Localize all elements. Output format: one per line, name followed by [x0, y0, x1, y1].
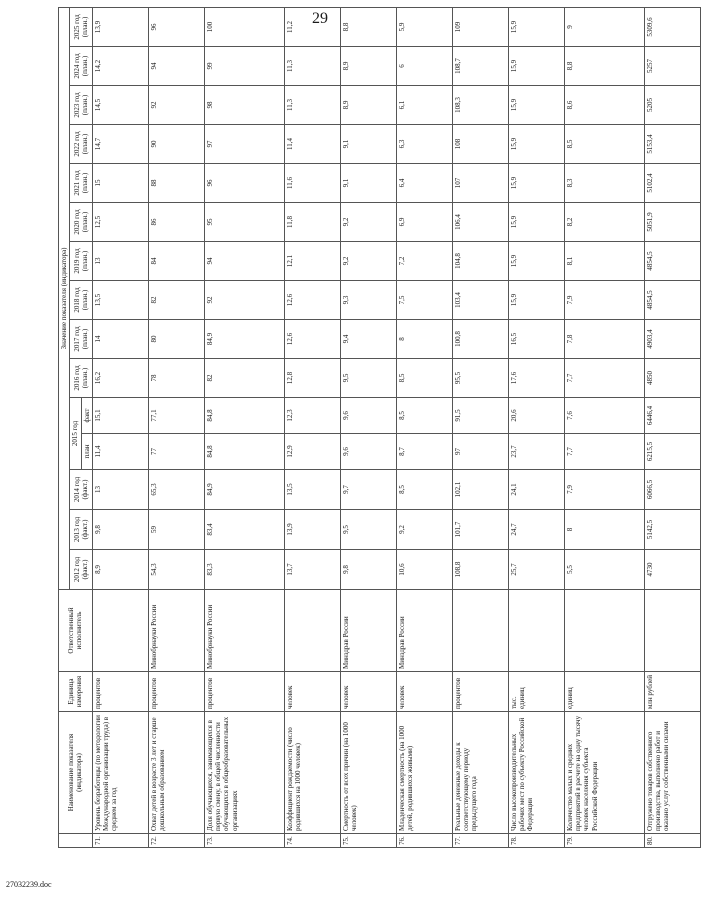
- header-year-note: (план.): [81, 55, 89, 77]
- value-cell: 80: [148, 320, 204, 359]
- unit-cell: тыс. единиц: [508, 672, 564, 712]
- value-cell: 23,7: [508, 434, 564, 470]
- value-cell: 102,1: [452, 470, 508, 510]
- unit-cell: процентов: [92, 672, 148, 712]
- header-year-label: 2014 год: [72, 476, 81, 503]
- header-year-4: [70, 359, 93, 398]
- value-cell: 17,6: [508, 359, 564, 398]
- value-cell: 9,1: [340, 125, 396, 164]
- value-cell: 13,7: [284, 550, 340, 590]
- value-cell: 12,8: [284, 359, 340, 398]
- value-cell: 15,9: [508, 203, 564, 242]
- header-year-note: (план.): [81, 328, 89, 350]
- value-cell: 15,9: [508, 7, 564, 46]
- value-cell: 84: [148, 242, 204, 281]
- unit-cell: человек: [340, 672, 396, 712]
- value-cell: 96: [204, 164, 284, 203]
- table-row: [564, 7, 644, 847]
- value-cell: 15: [92, 164, 148, 203]
- value-cell: 97: [204, 125, 284, 164]
- header-year-3: [70, 398, 81, 470]
- table-row: [92, 7, 148, 847]
- value-cell: 84,9: [204, 470, 284, 510]
- value-cell: 9,4: [340, 320, 396, 359]
- responsible-cell: Минобрнауки России: [204, 590, 284, 672]
- value-cell: 108,7: [452, 47, 508, 86]
- value-cell: 5051,9: [644, 203, 700, 242]
- indicator-name: Количество малых и средних предприятий в расчете на одну тысячу человек населения субъекта Российской Федерации: [564, 712, 644, 834]
- value-cell: 9,8: [92, 510, 148, 550]
- value-cell: 7,2: [396, 242, 452, 281]
- header-year-0: [70, 550, 93, 590]
- value-cell: 8,9: [92, 550, 148, 590]
- value-cell: 7,6: [564, 398, 644, 434]
- value-cell: 104,8: [452, 242, 508, 281]
- value-cell: 11,3: [284, 47, 340, 86]
- table-row: [204, 7, 284, 847]
- responsible-cell: [452, 590, 508, 672]
- header-year-label: 2019 год: [72, 248, 81, 274]
- header-year-5: [70, 320, 93, 359]
- value-cell: 7,8: [564, 320, 644, 359]
- value-cell: 10,6: [396, 550, 452, 590]
- value-cell: 12,3: [284, 398, 340, 434]
- value-cell: 103,4: [452, 281, 508, 320]
- value-cell: 15,9: [508, 281, 564, 320]
- header-responsible: Ответственный исполнитель: [59, 590, 93, 672]
- row-number: 77.: [452, 834, 508, 848]
- header-year-note: (план.): [81, 94, 89, 116]
- value-cell: 15,9: [508, 47, 564, 86]
- value-cell: 4903,4: [644, 320, 700, 359]
- value-cell: 83,4: [204, 510, 284, 550]
- value-cell: 77,1: [148, 398, 204, 434]
- value-cell: 84,8: [204, 434, 284, 470]
- footer-file-id: 27032239.doc: [6, 880, 52, 889]
- responsible-cell: [564, 590, 644, 672]
- indicator-name: Доля обучающихся, занимающихся в первую смену, в общей численности обучающихся в общеобразовательных организациях: [204, 712, 284, 834]
- header-year-8: [70, 203, 93, 242]
- value-cell: 14: [92, 320, 148, 359]
- value-cell: 11,8: [284, 203, 340, 242]
- row-number: 78.: [508, 834, 564, 848]
- value-cell: 4854,5: [644, 242, 700, 281]
- value-cell: 15,9: [508, 242, 564, 281]
- value-cell: 14,2: [92, 47, 148, 86]
- value-cell: 9,8: [340, 550, 396, 590]
- header-year-label: 2012 год: [72, 556, 81, 583]
- value-cell: 8,5: [396, 398, 452, 434]
- value-cell: 16,2: [92, 359, 148, 398]
- header-year-1: [70, 510, 93, 550]
- responsible-cell: [644, 590, 700, 672]
- unit-cell: процентов: [204, 672, 284, 712]
- header-year-note: (факт.): [81, 559, 89, 580]
- value-cell: 4854,5: [644, 281, 700, 320]
- header-year-note: (план.): [81, 16, 89, 38]
- responsible-cell: [92, 590, 148, 672]
- value-cell: 16,5: [508, 320, 564, 359]
- value-cell: 84,9: [204, 320, 284, 359]
- responsible-cell: Минздрав России: [340, 590, 396, 672]
- row-number: 75.: [340, 834, 396, 848]
- value-cell: 13,9: [92, 7, 148, 46]
- row-number: 73.: [204, 834, 284, 848]
- table-row: [644, 7, 700, 847]
- value-cell: 8,2: [564, 203, 644, 242]
- value-cell: 97: [452, 434, 508, 470]
- header-name: Наименование показателя (индикатора): [59, 712, 93, 834]
- value-cell: 82: [148, 281, 204, 320]
- table-row: [148, 7, 204, 847]
- value-cell: 11,4: [284, 125, 340, 164]
- value-cell: 7,7: [564, 359, 644, 398]
- header-year-2: [70, 470, 93, 510]
- value-cell: 12,6: [284, 281, 340, 320]
- value-cell: 9,2: [340, 242, 396, 281]
- header-year-12: [70, 47, 93, 86]
- value-cell: 9,6: [340, 434, 396, 470]
- header-unit: Единица измерения: [59, 672, 93, 712]
- value-cell: 13: [92, 242, 148, 281]
- value-cell: 8,3: [564, 164, 644, 203]
- header-year-label: 2015 год: [71, 420, 80, 447]
- page-number: 29: [312, 10, 328, 27]
- value-cell: 24,1: [508, 470, 564, 510]
- value-cell: 8,9: [340, 47, 396, 86]
- value-cell: 8: [564, 510, 644, 550]
- header-year-11: [70, 86, 93, 125]
- row-number: 76.: [396, 834, 452, 848]
- unit-cell: процентов: [148, 672, 204, 712]
- value-cell: 84,8: [204, 398, 284, 434]
- value-cell: 9,6: [340, 398, 396, 434]
- table-row: [508, 7, 564, 847]
- value-cell: 100,8: [452, 320, 508, 359]
- value-cell: 8: [396, 320, 452, 359]
- header-year-sub: план: [81, 434, 92, 470]
- value-cell: 6: [396, 47, 452, 86]
- header-year-label: 2017 год: [72, 326, 81, 352]
- header-year-label: 2016 год: [72, 365, 81, 391]
- unit-cell: процентов: [452, 672, 508, 712]
- value-cell: 8,5: [396, 470, 452, 510]
- value-cell: 8,5: [564, 125, 644, 164]
- value-cell: 95,5: [452, 359, 508, 398]
- value-cell: 6,1: [396, 86, 452, 125]
- value-cell: 8,6: [564, 86, 644, 125]
- value-cell: 14,5: [92, 86, 148, 125]
- header-year-label: 2013 год: [72, 516, 81, 543]
- responsible-cell: [284, 590, 340, 672]
- indicator-name: Число высокопроизводительных рабочих мест по субъекту Российской Федерации: [508, 712, 564, 834]
- value-cell: 83,3: [204, 550, 284, 590]
- value-cell: 5153,4: [644, 125, 700, 164]
- table-row: [452, 7, 508, 847]
- value-cell: 5142,5: [644, 510, 700, 550]
- value-cell: 9,2: [340, 203, 396, 242]
- value-cell: 11,2: [284, 7, 340, 46]
- value-cell: 6215,5: [644, 434, 700, 470]
- value-cell: 24,7: [508, 510, 564, 550]
- indicator-name: Смертность от всех причин (на 1000 человек): [340, 712, 396, 834]
- header-year-label: 2018 год: [72, 287, 81, 313]
- value-cell: 92: [204, 281, 284, 320]
- header-year-note: (план.): [81, 250, 89, 272]
- value-cell: 8,1: [564, 242, 644, 281]
- row-number: 74.: [284, 834, 340, 848]
- value-cell: 13: [92, 470, 148, 510]
- value-cell: 8,8: [340, 7, 396, 46]
- header-year-6: [70, 281, 93, 320]
- unit-cell: единиц: [564, 672, 644, 712]
- value-cell: 108: [452, 125, 508, 164]
- value-cell: 15,9: [508, 164, 564, 203]
- indicator-name: Отгружено товаров собственного производства, выполнено работ и оказано услуг собственными силами: [644, 712, 700, 834]
- header-year-label: 2025 год: [72, 14, 81, 40]
- row-number: 72.: [148, 834, 204, 848]
- table-row: [284, 7, 340, 847]
- value-cell: 82: [204, 359, 284, 398]
- value-cell: 9,1: [340, 164, 396, 203]
- value-cell: 6,9: [396, 203, 452, 242]
- responsible-cell: Минздрав России: [396, 590, 452, 672]
- indicator-name: Младенческая смертность (на 1000 детей, родившихся живыми): [396, 712, 452, 834]
- value-cell: 13,5: [284, 470, 340, 510]
- value-cell: 5205: [644, 86, 700, 125]
- value-cell: 7,9: [564, 281, 644, 320]
- value-cell: 5309,6: [644, 7, 700, 46]
- value-cell: 106,4: [452, 203, 508, 242]
- header-year-label: 2023 год: [72, 92, 81, 118]
- table-body: [92, 7, 700, 847]
- table-row: [396, 7, 452, 847]
- indicators-table: [58, 7, 701, 848]
- value-cell: 5102,4: [644, 164, 700, 203]
- value-cell: 25,7: [508, 550, 564, 590]
- responsible-cell: [508, 590, 564, 672]
- value-cell: 9,3: [340, 281, 396, 320]
- value-cell: 14,7: [92, 125, 148, 164]
- unit-cell: млн рублей: [644, 672, 700, 712]
- value-cell: 99: [204, 47, 284, 86]
- indicator-name: Реальные денежные доходы к соответствующему периоду предыдущего года: [452, 712, 508, 834]
- header-year-note: (план.): [81, 289, 89, 311]
- rotated-table-container: [58, 8, 671, 848]
- header-year-note: (факт.): [81, 519, 89, 540]
- value-cell: 98: [204, 86, 284, 125]
- value-cell: 15,9: [508, 86, 564, 125]
- indicator-name: Охват детей в возрасте 3 лет и старше дошкольным образованием: [148, 712, 204, 834]
- value-cell: 15,9: [508, 125, 564, 164]
- value-cell: 13,5: [92, 281, 148, 320]
- value-cell: 12,6: [284, 320, 340, 359]
- row-number: 71.: [92, 834, 148, 848]
- value-cell: 9,2: [396, 510, 452, 550]
- value-cell: 109: [452, 7, 508, 46]
- value-cell: 95: [204, 203, 284, 242]
- value-cell: 12,9: [284, 434, 340, 470]
- value-cell: 8,7: [396, 434, 452, 470]
- header-year-sub: факт: [81, 398, 92, 434]
- value-cell: 108,3: [452, 86, 508, 125]
- value-cell: 92: [148, 86, 204, 125]
- value-cell: 94: [148, 47, 204, 86]
- indicator-name: Уровень безработицы (по методологии Международной организации труда) в среднем за год: [92, 712, 148, 834]
- value-cell: 6446,4: [644, 398, 700, 434]
- value-cell: 9: [564, 7, 644, 46]
- value-cell: 108,8: [452, 550, 508, 590]
- header-year-note: (план.): [81, 133, 89, 155]
- value-cell: 8,9: [340, 86, 396, 125]
- value-cell: 5257: [644, 47, 700, 86]
- value-cell: 20,6: [508, 398, 564, 434]
- value-cell: 65,3: [148, 470, 204, 510]
- value-cell: 6,3: [396, 125, 452, 164]
- value-cell: 4730: [644, 550, 700, 590]
- header-year-label: 2021 год: [72, 170, 81, 196]
- value-cell: 94: [204, 242, 284, 281]
- value-cell: 101,7: [452, 510, 508, 550]
- header-number-col: [59, 834, 93, 848]
- value-cell: 78: [148, 359, 204, 398]
- header-year-label: 2024 год: [72, 53, 81, 79]
- value-cell: 7,9: [564, 470, 644, 510]
- value-cell: 12,1: [284, 242, 340, 281]
- table-header: [59, 7, 93, 847]
- value-cell: 6066,5: [644, 470, 700, 510]
- value-cell: 13,9: [284, 510, 340, 550]
- value-cell: 7,7: [564, 434, 644, 470]
- value-cell: 107: [452, 164, 508, 203]
- value-cell: 96: [148, 7, 204, 46]
- unit-cell: человек: [284, 672, 340, 712]
- header-year-note: (план.): [81, 367, 89, 389]
- value-cell: 15,1: [92, 398, 148, 434]
- header-value-group: Значение показателя (индикатора): [59, 7, 70, 589]
- value-cell: 86: [148, 203, 204, 242]
- header-year-label: 2020 год: [72, 209, 81, 235]
- header-year-label: 2022 год: [72, 131, 81, 157]
- value-cell: 11,4: [92, 434, 148, 470]
- value-cell: 88: [148, 164, 204, 203]
- row-number: 79.: [564, 834, 644, 848]
- table-row: [340, 7, 396, 847]
- value-cell: 54,3: [148, 550, 204, 590]
- value-cell: 5,5: [564, 550, 644, 590]
- value-cell: 7,5: [396, 281, 452, 320]
- value-cell: 6,4: [396, 164, 452, 203]
- value-cell: 77: [148, 434, 204, 470]
- value-cell: 8,5: [396, 359, 452, 398]
- value-cell: 12,5: [92, 203, 148, 242]
- value-cell: 8,8: [564, 47, 644, 86]
- responsible-cell: Минобрнауки России: [148, 590, 204, 672]
- header-year-note: (план.): [81, 211, 89, 233]
- row-number: 80.: [644, 834, 700, 848]
- header-year-10: [70, 125, 93, 164]
- value-cell: 9,5: [340, 510, 396, 550]
- header-year-9: [70, 164, 93, 203]
- value-cell: 90: [148, 125, 204, 164]
- value-cell: 11,3: [284, 86, 340, 125]
- value-cell: 11,6: [284, 164, 340, 203]
- value-cell: 9,5: [340, 359, 396, 398]
- value-cell: 5,9: [396, 7, 452, 46]
- header-year-13: [70, 7, 93, 46]
- value-cell: 91,5: [452, 398, 508, 434]
- indicator-name: Коэффициент рождаемости (число родившихся на 1000 человек): [284, 712, 340, 834]
- header-year-note: (факт.): [81, 479, 89, 500]
- unit-cell: человек: [396, 672, 452, 712]
- value-cell: 59: [148, 510, 204, 550]
- value-cell: 9,7: [340, 470, 396, 510]
- header-year-7: [70, 242, 93, 281]
- value-cell: 100: [204, 7, 284, 46]
- value-cell: 4850: [644, 359, 700, 398]
- header-year-note: (план.): [81, 172, 89, 194]
